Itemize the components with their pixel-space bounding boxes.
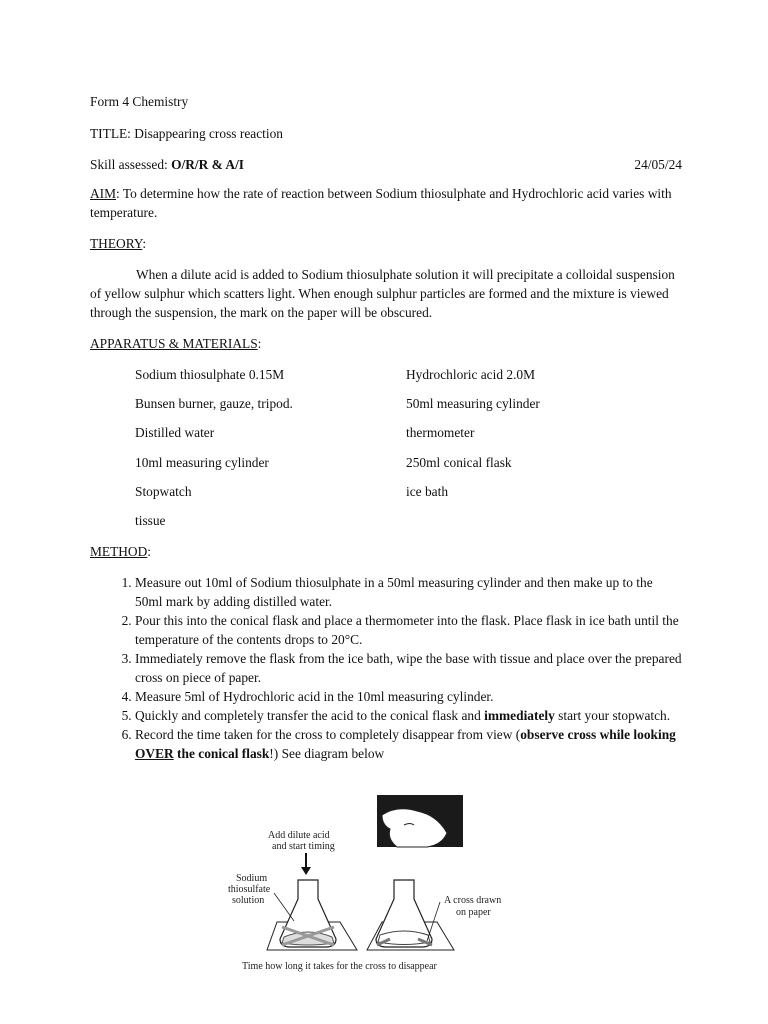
theory-heading: THEORY: <box>90 236 147 251</box>
label-cross-line2: on paper <box>456 907 491 918</box>
material-item: Sodium thiosulphate 0.15M <box>135 367 285 382</box>
flask-right <box>367 880 454 950</box>
skill-value: O/R/R & A/I <box>171 157 245 172</box>
material-item: 10ml measuring cylinder <box>135 454 269 470</box>
down-arrow-icon <box>301 853 311 875</box>
label-solution-line2: thiosulfate <box>228 884 271 895</box>
material-item: Stopwatch <box>135 483 192 499</box>
method-heading: METHOD: <box>90 543 152 559</box>
method-step-5: 5. Quickly and completely transfer the acid to the conical flask and immediately start your stopwatch. <box>135 706 682 725</box>
material-item: Hydrochloric acid 2.0M <box>406 367 536 382</box>
aim-paragraph: AIM: To determine how the rate of reaction between Sodium thiosulphate and Hydrochloric acid varies with temperature. <box>90 186 672 220</box>
document-page <box>90 92 682 763</box>
material-item: 250ml conical flask <box>406 454 512 470</box>
label-add-acid-line1: Add dilute acid <box>268 830 330 841</box>
aim-heading: AIM <box>90 186 117 201</box>
skill-row: Skill assessed: O/R/R & A/I 24/05/24 <box>90 157 682 172</box>
material-item: ice bath <box>406 483 449 499</box>
diagram-caption: Time how long it takes for the cross to disappear <box>242 961 437 972</box>
label-cross-line1: A cross drawn <box>444 895 502 906</box>
method-step-2: 2. Pour this into the conical flask and place a thermometer into the flask. Place flask in ice bath until the temperature of the contents drops to 20°C. <box>135 611 682 649</box>
experiment-title: TITLE: Disappearing cross reaction <box>90 126 283 141</box>
observer-head-illustration <box>377 795 463 847</box>
method-step-6: 6. Record the time taken for the cross to completely disappear from view (observe cross while looking OVER the conical flask!) See diagram below <box>135 725 682 763</box>
material-item: 50ml measuring cylinder <box>406 396 540 412</box>
apparatus-list <box>135 365 682 530</box>
method-step-1: 1. Measure out 10ml of Sodium thiosulphate in a 50ml measuring cylinder and then make up to the 50ml mark by adding distilled water. <box>135 573 682 611</box>
experiment-diagram <box>222 795 522 980</box>
label-solution-line3: solution <box>232 895 265 906</box>
material-item: tissue <box>135 512 166 528</box>
material-item: Bunsen burner, gauze, tripod. <box>135 396 293 412</box>
date: 24/05/24 <box>634 157 682 172</box>
flask-left <box>267 880 357 950</box>
material-item <box>406 511 666 530</box>
label-solution-line1: Sodium <box>236 873 268 884</box>
course-title: Form 4 Chemistry <box>90 94 189 109</box>
material-item: Distilled water <box>135 425 215 441</box>
theory-paragraph: When a dilute acid is added to Sodium thiosulphate solution it will precipitate a colloidal suspension of yellow sulphur which scatters light. When enough sulphur particles are formed and the mixture is viewed through the suspension, the mark on the paper will be obscured. <box>90 267 675 320</box>
method-step-4: 4. Measure 5ml of Hydrochloric acid in the 10ml measuring cylinder. <box>135 687 682 706</box>
label-add-acid-line2: and start timing <box>272 841 335 852</box>
apparatus-heading: APPARATUS & MATERIALS: <box>90 336 262 351</box>
material-item: thermometer <box>406 425 475 441</box>
method-step-3: 3. Immediately remove the flask from the ice bath, wipe the base with tissue and place over the prepared cross on piece of paper. <box>135 649 682 687</box>
method-steps <box>90 573 682 763</box>
